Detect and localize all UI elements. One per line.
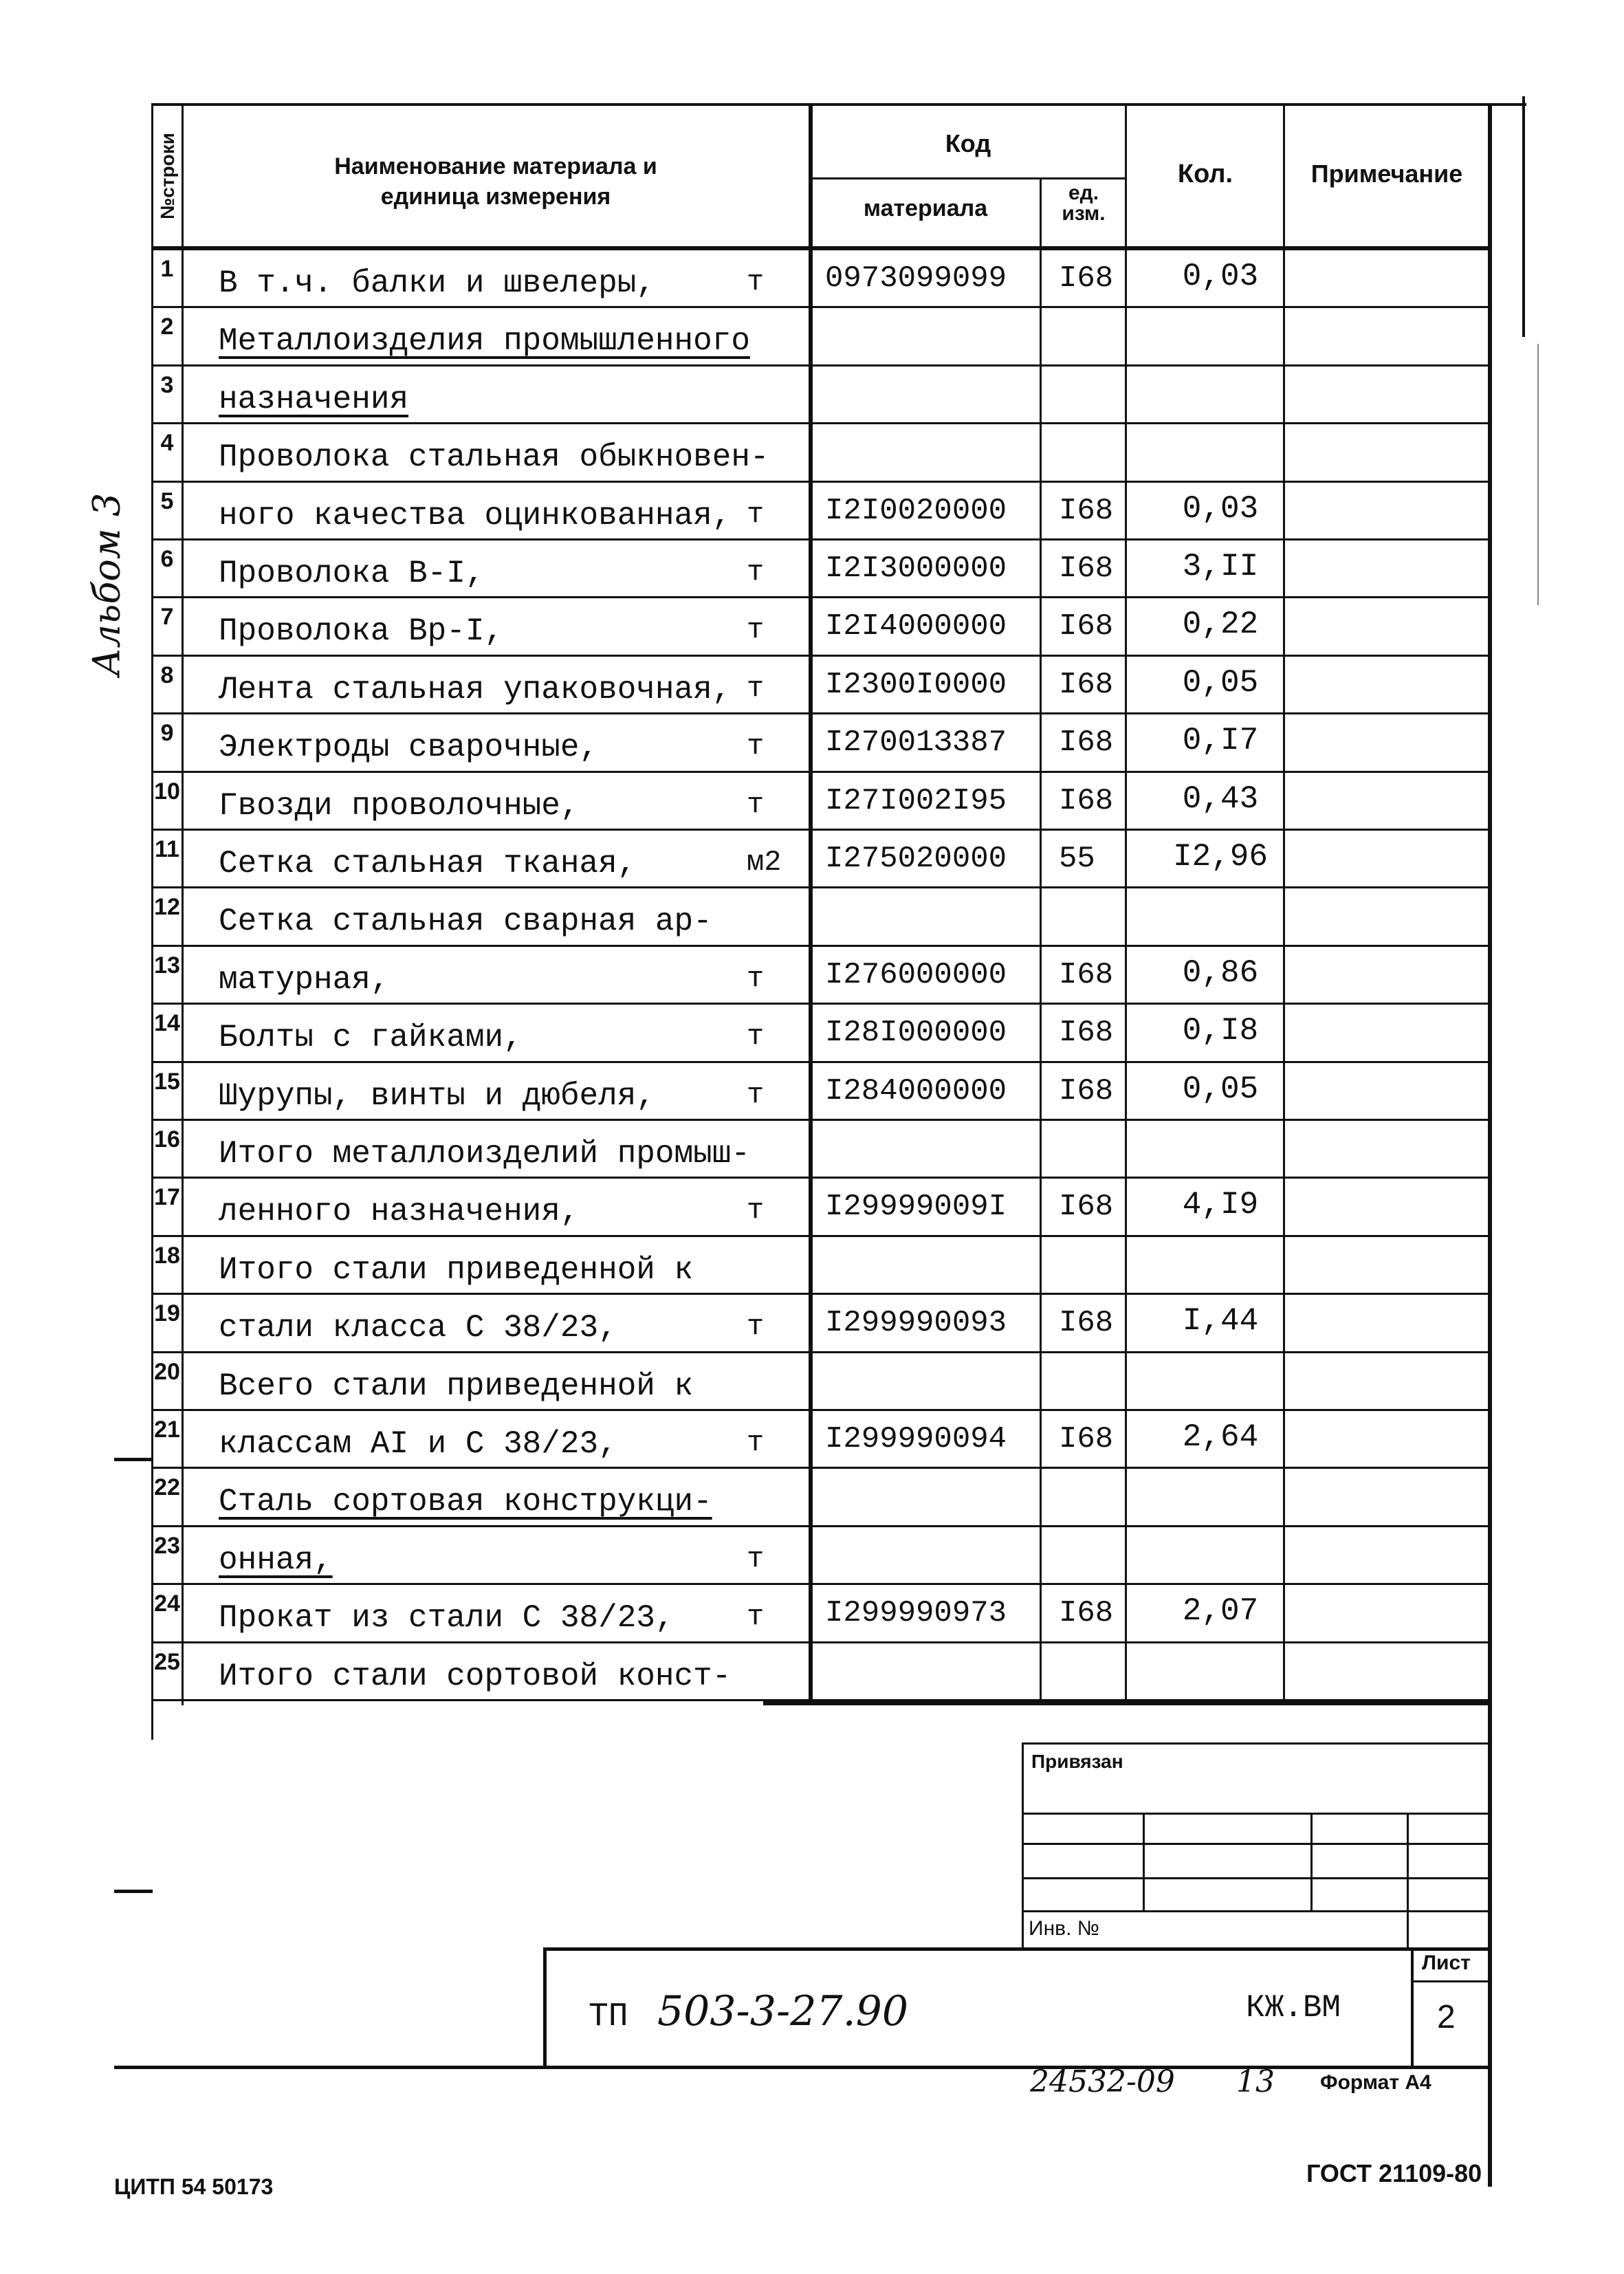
material-name: матурная, (219, 961, 390, 998)
material-name: В т.ч. балки и швелеры, (219, 265, 655, 301)
quantity: 3,II (1182, 549, 1259, 584)
stamp-box-left (1022, 1742, 1024, 1950)
table-row (0, 1469, 1624, 1527)
unit-label: т (747, 1020, 765, 1053)
unit-code: I68 (1059, 783, 1114, 818)
code-header: Код (945, 129, 991, 157)
row-number: 6 (160, 546, 174, 572)
format-label: Формат А4 (1320, 2071, 1431, 2094)
material-code: I28I000000 (825, 1016, 1007, 1051)
table-row (0, 888, 1624, 946)
table-row (0, 1527, 1624, 1585)
table-row (0, 1237, 1624, 1295)
left-code: ЦИТП 54 50173 (114, 2174, 274, 2199)
row-number: 9 (160, 720, 174, 747)
rownum-header (155, 107, 180, 245)
title-top-line (543, 1947, 1492, 1951)
table-row (0, 1353, 1624, 1411)
row-number: 21 (154, 1417, 180, 1443)
unit-label: т (747, 1078, 765, 1111)
margin-tick-bottom (114, 1890, 153, 1893)
qty-header: Кол. (1177, 160, 1233, 188)
quantity: 4,I9 (1182, 1187, 1259, 1223)
material-name: Проволока В-I, (219, 556, 485, 591)
material-code: I299990094 (825, 1422, 1007, 1456)
row-number: 14 (154, 1010, 180, 1037)
material-name: Электроды сварочные, (219, 730, 599, 766)
quantity: 0,43 (1182, 780, 1259, 817)
code-subheader-line (809, 177, 1125, 179)
material-code: I27001З387 (825, 725, 1007, 761)
unit-code: I68 (1059, 1596, 1114, 1631)
gost-label: ГОСТ 21109-80 (1306, 2159, 1482, 2187)
row-number: 10 (154, 778, 180, 805)
unit-label: т (747, 1194, 765, 1227)
title-left-line (543, 1947, 547, 2068)
unit-label: т (747, 961, 765, 995)
material-name: назначения (219, 381, 409, 417)
unit-code: I68 (1059, 1073, 1114, 1108)
doc-number: 503-3-27.90 (657, 1987, 909, 2035)
quantity: 2,07 (1182, 1593, 1259, 1630)
material-name: Сталь сортовая конструкци- (219, 1484, 712, 1520)
row-number: 3 (160, 371, 174, 398)
copy-number: 13 (1236, 2064, 1275, 2099)
row-number: 7 (160, 604, 174, 631)
table-row (0, 250, 1624, 308)
quantity: 0,05 (1182, 1071, 1259, 1107)
material-name: Сетка стальная тканая, (219, 846, 637, 882)
unit-code: 55 (1059, 842, 1095, 876)
material-code: I2I4000000 (825, 609, 1007, 644)
unit-label: т (747, 556, 765, 589)
material-name: Итого металлоизделий промыш- (219, 1136, 750, 1172)
material-code: I2I3000000 (825, 551, 1007, 586)
sheet-col-left (1411, 1947, 1414, 2068)
unit-label: т (747, 1310, 765, 1344)
unit-label: т (747, 1542, 765, 1575)
unit-code: I68 (1059, 1190, 1114, 1225)
stamp-col-1 (1143, 1813, 1145, 1910)
row-number: 12 (154, 894, 180, 921)
table-row (0, 1179, 1624, 1236)
stamp-box-top (1022, 1742, 1489, 1745)
inv-no-label: Инв. № (1029, 1917, 1099, 1940)
table-bottom-line (763, 1701, 1492, 1705)
stamp-col-2 (1310, 1813, 1313, 1910)
quantity: 0,03 (1182, 259, 1259, 294)
table-top-border (151, 103, 1526, 106)
unit-code: I68 (1059, 609, 1114, 644)
table-row (0, 1063, 1624, 1121)
table-row (0, 598, 1624, 656)
row-number: 22 (154, 1474, 180, 1501)
quantity: 0,05 (1182, 664, 1259, 701)
material-name: Сетка стальная сварная ар- (219, 904, 712, 940)
row-number: 1 (160, 256, 174, 282)
unit-code: I68 (1059, 1016, 1114, 1051)
margin-note-text: Альбом 3 (85, 492, 129, 677)
table-row (0, 657, 1624, 714)
unit-label: т (747, 730, 765, 763)
material-name: онная, (219, 1542, 333, 1578)
table-row (0, 947, 1624, 1005)
unit-label: т (747, 497, 765, 531)
row-number: 19 (154, 1300, 180, 1327)
material-code: I27I002I95 (825, 783, 1007, 818)
material-name: Гвозди проволочные, (219, 787, 580, 824)
material-name: Лента стальная упаковочная, (219, 671, 732, 708)
table-row (0, 714, 1624, 772)
doc-prefix: ТП (589, 1998, 628, 2035)
rownum-header-label: №строки (157, 133, 178, 219)
unit-code: I68 (1059, 725, 1114, 761)
material-name: ленного назначения, (219, 1194, 580, 1230)
margin-note (69, 481, 144, 688)
table-row (0, 308, 1624, 366)
table-row (0, 367, 1624, 424)
material-name: Прокат из стали С 38/23, (219, 1600, 674, 1637)
row-number: 17 (154, 1184, 180, 1211)
material-name: классам AI и С 38/23, (219, 1426, 617, 1462)
quantity: 0,22 (1182, 606, 1259, 643)
material-name: Итого стали сортовой конст- (219, 1658, 732, 1694)
row-number: 2 (160, 314, 174, 340)
row-number: 8 (160, 662, 174, 688)
note-header: Примечание (1310, 160, 1463, 188)
material-name: Металлоизделия промышленного (219, 323, 750, 360)
quantity: 0,86 (1182, 954, 1259, 991)
stamp-line-1 (1022, 1813, 1489, 1815)
title-bottom-line (114, 2066, 1492, 2069)
table-row (0, 1121, 1624, 1179)
material-name: Всего стали приведенной к (219, 1368, 694, 1404)
material-name: ного качества оцинкованная, (219, 497, 732, 534)
unit-code-header (1042, 183, 1125, 224)
material-code: I2I0020000 (825, 493, 1007, 528)
table-row (0, 831, 1624, 888)
material-name: Шурупы, винты и дюбеля, (219, 1078, 655, 1114)
material-name: Проволока стальная обыкновен- (219, 439, 769, 476)
stamp-col-3 (1407, 1813, 1409, 1950)
row-number: 5 (160, 488, 174, 514)
unit-label: т (747, 613, 765, 647)
material-name: стали класса С 38/23, (219, 1310, 617, 1346)
unit-code: I68 (1059, 1306, 1114, 1341)
row-number: 23 (154, 1532, 180, 1559)
row-number: 20 (154, 1358, 180, 1385)
table-row (0, 1643, 1624, 1701)
material-code: I29999009I (825, 1190, 1007, 1225)
unit-label: т (747, 1426, 765, 1459)
name-header-line1: Наименование материала и (334, 153, 657, 179)
unit-code: I68 (1059, 551, 1114, 586)
stamp-line-2 (1022, 1843, 1489, 1845)
sheet-number: 2 (1437, 1999, 1456, 2035)
unit-code: I68 (1059, 493, 1114, 528)
table-row (0, 1411, 1624, 1469)
sheet-label-line (1411, 1980, 1491, 1982)
row-number: 25 (154, 1648, 180, 1675)
material-name: Итого стали приведенной к (219, 1251, 694, 1288)
material-code-header: материала (863, 195, 988, 221)
stamp-line-3 (1022, 1877, 1489, 1879)
quantity: 0,03 (1182, 490, 1259, 527)
unit-label: т (747, 671, 765, 705)
table-row (0, 483, 1624, 540)
table-row (0, 540, 1624, 598)
table-row (0, 1585, 1624, 1643)
unit-header-line2: изм. (1062, 202, 1106, 225)
row-number: 11 (155, 836, 179, 862)
material-name: Болты с гайками, (219, 1020, 523, 1056)
table-row (0, 773, 1624, 831)
unit-header-line1: ед. (1068, 182, 1099, 204)
order-number: 24532-09 (1030, 2064, 1175, 2099)
row-number: 13 (154, 952, 180, 979)
table-row (0, 1295, 1624, 1353)
stamp-line-4 (1022, 1910, 1489, 1912)
material-code: I2300I0000 (825, 667, 1007, 702)
name-header (183, 151, 809, 212)
unit-code: I68 (1059, 667, 1114, 702)
row-number: 15 (154, 1068, 180, 1095)
margin-tick-top (114, 1458, 153, 1461)
quantity: I2,96 (1172, 839, 1269, 875)
material-name: Проволока Вр-I, (219, 613, 504, 650)
unit-code: I68 (1059, 1422, 1114, 1456)
row-number: 24 (154, 1590, 180, 1617)
unit-code: I68 (1059, 261, 1114, 296)
unit-code: I68 (1059, 957, 1114, 992)
material-code: 0973099099 (825, 261, 1007, 296)
unit-label: м2 (747, 846, 782, 879)
quantity: I,44 (1182, 1303, 1259, 1340)
table-row (0, 424, 1624, 482)
unit-label: т (747, 265, 765, 298)
row-number: 16 (154, 1126, 180, 1152)
unit-label: т (747, 787, 765, 821)
quantity: 0,I7 (1182, 723, 1259, 759)
material-code: I284000000 (825, 1073, 1007, 1108)
row-number: 4 (160, 430, 174, 457)
privyazan-label: Привязан (1031, 1751, 1123, 1772)
sheet-label: Лист (1422, 1952, 1471, 1974)
material-code: I275020000 (825, 842, 1007, 876)
row-number: 18 (154, 1242, 180, 1269)
table-row (0, 1005, 1624, 1062)
doc-code: КЖ.ВМ (1246, 1990, 1341, 2026)
unit-label: т (747, 1600, 765, 1634)
material-code: I276000000 (825, 957, 1007, 992)
quantity: 2,64 (1182, 1419, 1259, 1455)
quantity: 0,I8 (1182, 1013, 1259, 1049)
material-code: I299990093 (825, 1306, 1007, 1341)
name-header-line2: единица измерения (380, 184, 611, 210)
material-code: I299990973 (825, 1596, 1007, 1631)
